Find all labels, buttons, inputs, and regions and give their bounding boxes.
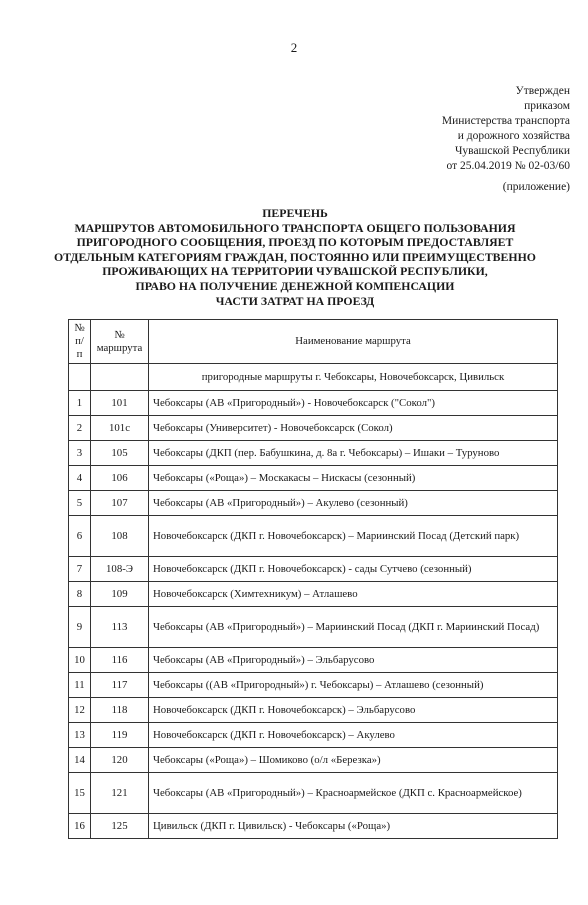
row-number: 1 <box>69 391 91 416</box>
route-number: 106 <box>91 466 149 491</box>
table-row <box>69 516 558 557</box>
route-number: 125 <box>91 814 149 839</box>
section-title: пригородные маршруты г. Чебоксары, Новочебоксарск, Цивильск <box>149 364 558 391</box>
approval-line: Чувашской Республики <box>454 145 570 157</box>
route-name: Новочебоксарск (ДКП г. Новочебоксарск) – Акулево <box>149 723 558 748</box>
row-number: 14 <box>69 748 91 773</box>
row-number: 5 <box>69 491 91 516</box>
route-number: 121 <box>91 773 149 814</box>
route-number: 109 <box>91 582 149 607</box>
row-number: 11 <box>69 673 91 698</box>
table-row <box>69 673 558 698</box>
route-name: Новочебоксарск (ДКП г. Новочебоксарск) – Мариинский Посад (Детский парк) <box>149 516 558 557</box>
row-number: 8 <box>69 582 91 607</box>
table-row <box>69 607 558 648</box>
table-row <box>69 416 558 441</box>
row-number: 13 <box>69 723 91 748</box>
route-name: Новочебоксарск (Химтехникум) – Атлашево <box>149 582 558 607</box>
approval-line: от 25.04.2019 № 02-03/60 <box>446 160 570 172</box>
route-name: Чебоксары (АВ «Пригородный») – Красноармейское (ДКП с. Красноармейское) <box>149 773 558 814</box>
page-number: 2 <box>290 40 298 55</box>
route-number: 120 <box>91 748 149 773</box>
route-number: 107 <box>91 491 149 516</box>
route-number: 118 <box>91 698 149 723</box>
route-number: 105 <box>91 441 149 466</box>
routes-table <box>68 319 558 839</box>
route-number: 108-Э <box>91 557 149 582</box>
approval-block <box>330 84 570 174</box>
table-row <box>69 466 558 491</box>
title-line: ПРАВО НА ПОЛУЧЕНИЕ ДЕНЕЖНОЙ КОМПЕНСАЦИИ <box>135 278 455 293</box>
table-row <box>69 441 558 466</box>
title-line: ПРОЖИВАЮЩИХ НА ТЕРРИТОРИИ ЧУВАШСКОЙ РЕСПУБЛИКИ, <box>102 264 488 279</box>
route-number: 119 <box>91 723 149 748</box>
route-name: Чебоксары («Роща») – Москакасы – Нискасы (сезонный) <box>149 466 558 491</box>
table-header-row <box>69 320 558 364</box>
table-row <box>69 698 558 723</box>
header-route-number: № маршрута <box>91 320 149 364</box>
route-number: 108 <box>91 516 149 557</box>
approval-line: и дорожного хозяйства <box>457 130 570 142</box>
row-number: 2 <box>69 416 91 441</box>
approval-line: Министерства транспорта <box>441 115 570 127</box>
route-name: Чебоксары (АВ «Пригородный») - Новочебоксарск ("Сокол") <box>149 391 558 416</box>
row-number: 7 <box>69 557 91 582</box>
document-title <box>40 206 550 308</box>
table-row <box>69 723 558 748</box>
route-name: Чебоксары (АВ «Пригородный») – Акулево (сезонный) <box>149 491 558 516</box>
title-line: ЧАСТИ ЗАТРАТ НА ПРОЕЗД <box>215 293 375 308</box>
row-number: 12 <box>69 698 91 723</box>
row-number: 9 <box>69 607 91 648</box>
table-row <box>69 557 558 582</box>
route-name: Новочебоксарск (ДКП г. Новочебоксарск) – Эльбарусово <box>149 698 558 723</box>
title-line: ОТДЕЛЬНЫМ КАТЕГОРИЯМ ГРАЖДАН, ПОСТОЯННО ИЛИ ПРЕИМУЩЕСТВЕННО <box>54 249 536 264</box>
section-row <box>69 364 558 391</box>
route-name: Цивильск (ДКП г. Цивильск) - Чебоксары («Роща») <box>149 814 558 839</box>
route-name: Чебоксары (АВ «Пригородный») – Мариинский Посад (ДКП г. Мариинский Посад) <box>149 607 558 648</box>
table-row <box>69 773 558 814</box>
approval-line: Утвержден <box>515 85 570 97</box>
table-row <box>69 491 558 516</box>
route-number: 116 <box>91 648 149 673</box>
title-line: ПЕРЕЧЕНЬ <box>262 206 328 220</box>
header-num: № п/п <box>69 320 91 364</box>
table-row <box>69 391 558 416</box>
row-number: 15 <box>69 773 91 814</box>
route-name: Чебоксары (ДКП (пер. Бабушкина, д. 8а г. Чебоксары) – Ишаки – Туруново <box>149 441 558 466</box>
route-number: 101с <box>91 416 149 441</box>
route-name: Новочебоксарск (ДКП г. Новочебоксарск) - сады Сутчево (сезонный) <box>149 557 558 582</box>
route-name: Чебоксары (Университет) - Новочебоксарск (Сокол) <box>149 416 558 441</box>
appendix-label: (приложение) <box>502 181 570 193</box>
route-name: Чебоксары (АВ «Пригородный») – Эльбарусово <box>149 648 558 673</box>
route-number: 101 <box>91 391 149 416</box>
title-line: ПРИГОРОДНОГО СООБЩЕНИЯ, ПРОЕЗД ПО КОТОРЫМ ПРЕДОСТАВЛЯЕТ <box>76 235 514 250</box>
route-number: 117 <box>91 673 149 698</box>
route-name: Чебоксары ((АВ «Пригородный») г. Чебоксары) – Атлашево (сезонный) <box>149 673 558 698</box>
table-row <box>69 748 558 773</box>
table-row <box>69 814 558 839</box>
title-line: МАРШРУТОВ АВТОМОБИЛЬНОГО ТРАНСПОРТА ОБЩЕГО ПОЛЬЗОВАНИЯ <box>74 220 516 235</box>
table-row <box>69 582 558 607</box>
route-number: 113 <box>91 607 149 648</box>
header-route-name: Наименование маршрута <box>149 320 558 364</box>
row-number: 4 <box>69 466 91 491</box>
row-number: 6 <box>69 516 91 557</box>
row-number: 16 <box>69 814 91 839</box>
row-number: 10 <box>69 648 91 673</box>
route-name: Чебоксары («Роща») – Шомиково (о/л «Березка») <box>149 748 558 773</box>
table-row <box>69 648 558 673</box>
approval-line: приказом <box>524 100 570 112</box>
row-number: 3 <box>69 441 91 466</box>
